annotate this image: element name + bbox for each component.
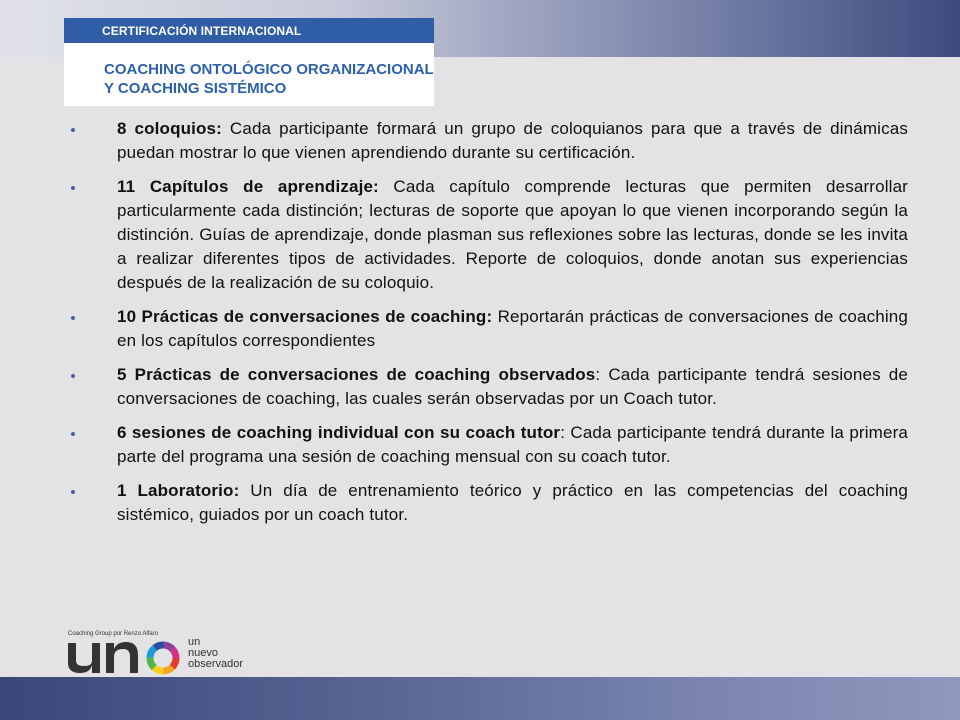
program-title: [104, 60, 434, 98]
uno-wordmark: [66, 631, 188, 677]
list-item-text: : Cada participante tendrá durante la primera parte del programa una sesión de coaching mensual con su coach tutor.: [117, 423, 908, 466]
list-item-text: Reportarán prácticas de conversaciones de coaching en los capítulos correspondientes: [117, 307, 908, 350]
header-strip: [64, 18, 434, 43]
header-strip-text: CERTIFICACIÓN INTERNACIONAL: [102, 24, 302, 38]
list-item-text: Cada capítulo comprende lecturas que permiten desarrollar particularmente cada distinción; lecturas de soporte que apoyan lo que vienen incorporando según la distinción. Guías de aprendizaje, donde plasman sus reflexiones sobre las lecturas, donde se les invita a realizar diferentes tipos de actividades. Reporte de coloquios, donde anotan sus experiencias después de la realización de su coloquio.: [117, 177, 908, 292]
logo-tagline: [188, 637, 288, 670]
bullet-dot-icon: [71, 432, 75, 436]
list-item-lead: 10 Prácticas de conversaciones de coaching:: [117, 307, 493, 326]
list-item-lead: 1 Laboratorio:: [117, 481, 240, 500]
bullet-dot-icon: [71, 128, 75, 132]
bullet-dot-icon: [71, 316, 75, 320]
certification-header: [64, 18, 434, 106]
uno-logo: [66, 628, 286, 676]
list-item: [68, 117, 908, 165]
logo-caption: Coaching Group por Renzo Alfaro: [68, 631, 159, 637]
list-item: [68, 305, 908, 353]
logo-tagline-line-2: nuevo: [188, 647, 218, 659]
list-item-lead: 8 coloquios:: [117, 119, 222, 138]
list-item: [68, 363, 908, 411]
list-item-text: : Cada participante tendrá sesiones de conversaciones de coaching, las cuales serán observadas por un Coach tutor.: [117, 365, 908, 408]
bullet-dot-icon: [71, 374, 75, 378]
program-title-line-1: COACHING ONTOLÓGICO ORGANIZACIONAL: [104, 61, 434, 78]
letter-u: [68, 643, 100, 673]
letter-n: [106, 642, 138, 673]
logo-tagline-line-1: un: [188, 636, 201, 648]
bullet-dot-icon: [71, 186, 75, 190]
program-components-list: [68, 117, 908, 537]
list-item-text: Cada participante formará un grupo de coloquianos para que a través de dinámicas puedan mostrar lo que vienen aprendiendo durante su certificación.: [117, 119, 909, 162]
bottom-gradient-band: [0, 677, 960, 720]
colorful-ring-icon: [150, 645, 176, 671]
list-item-text: Un día de entrenamiento teórico y práctico en las competencias del coaching sistémico, guiados por un coach tutor.: [117, 481, 908, 524]
bullet-dot-icon: [71, 490, 75, 494]
program-title-line-2: Y COACHING SISTÉMICO: [104, 80, 287, 97]
list-item-lead: 11 Capítulos de aprendizaje:: [117, 177, 379, 196]
list-item: [68, 479, 908, 527]
logo-tagline-line-3: observador: [188, 658, 244, 670]
list-item-lead: 5 Prácticas de conversaciones de coaching observados: [117, 365, 596, 384]
list-item-lead: 6 sesiones de coaching individual con su coach tutor: [117, 423, 561, 442]
list-item: [68, 175, 908, 295]
list-item: [68, 421, 908, 469]
